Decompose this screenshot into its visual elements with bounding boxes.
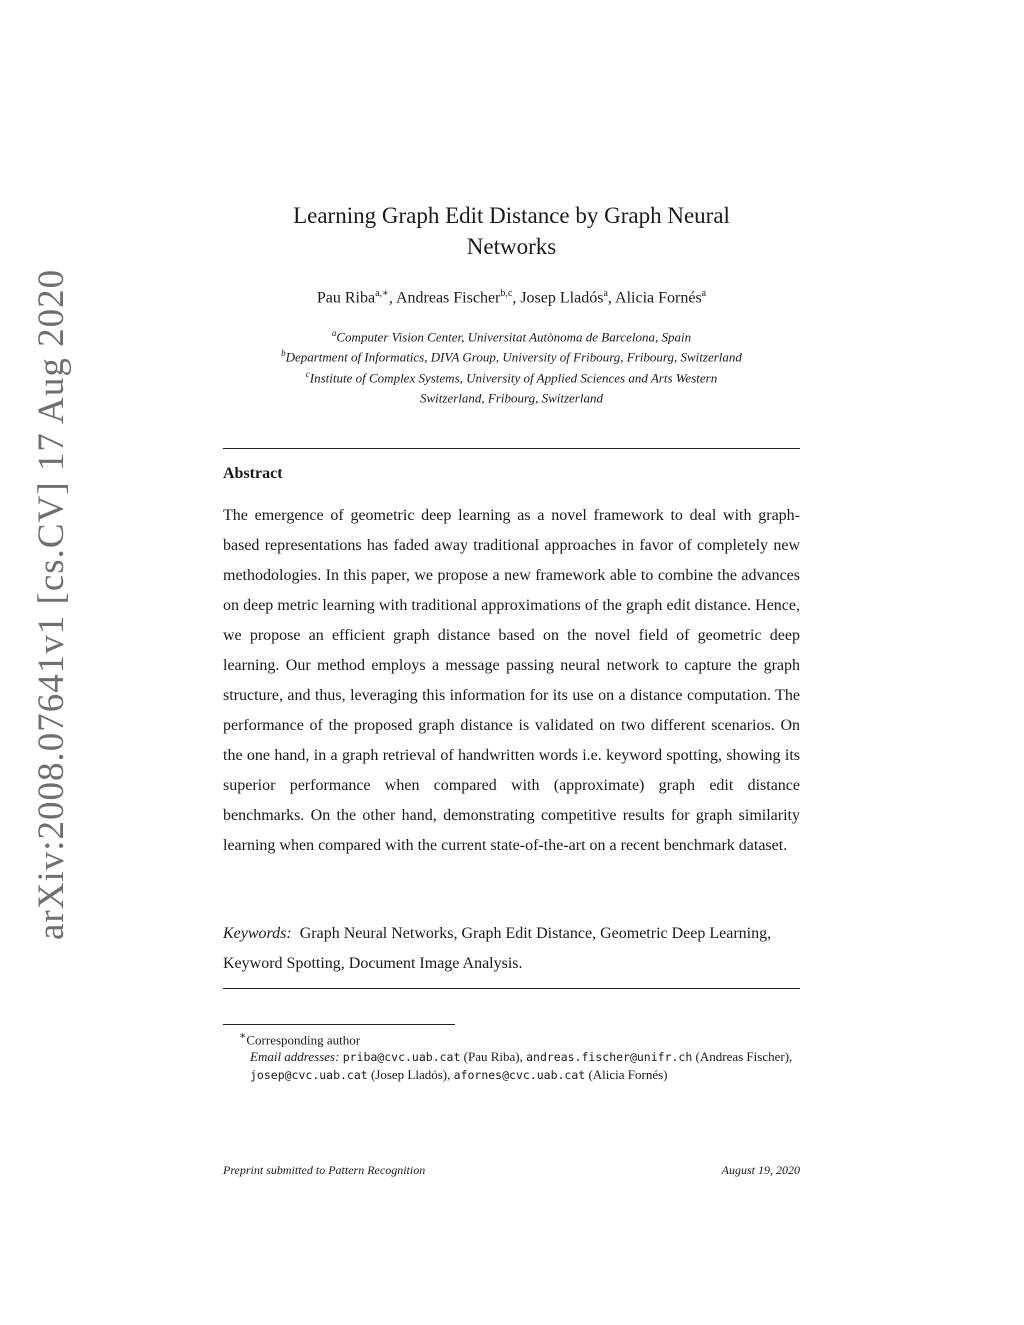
author-name: Alicia Fornés [615, 289, 702, 307]
paper-title [223, 200, 800, 262]
abstract-text: The emergence of geometric deep learning as a novel framework to deal with graph-based representations has faded away traditional approaches in favor of completely new methodologies. In this paper, we propose a new framework able to combine the advances on deep metric learning with traditional approximations of the graph edit distance. Hence, we propose an efficient graph distance based on the novel field of geometric deep learning. Our method employs a message passing neural network to capture the graph structure, and thus, leveraging this information for its use on a distance computation. The performance of the proposed graph distance is validated on two different scenarios. On the one hand, in a graph retrieval of handwritten words i.e. keyword spotting, showing its superior performance when compared with (approximate) graph edit distance benchmarks. On the other hand, demonstrating competitive results for graph similarity learning when compared with the current state-of-the-art on a recent benchmark dataset. [223, 507, 800, 854]
email-link[interactable]: priba@cvc.uab.cat [342, 1050, 461, 1065]
email-link[interactable]: josep@cvc.uab.cat [250, 1068, 368, 1083]
author-name: Pau Riba [316, 289, 376, 307]
title-line-1: Learning Graph Edit Distance by Graph Neural [293, 203, 730, 228]
affiliation-mark: b [281, 348, 286, 359]
author-affil-mark: b,c [500, 288, 513, 299]
email-owner: (Alicia Fornés) [588, 1067, 668, 1083]
corresponding-author-note: ∗Corresponding author [239, 1030, 361, 1048]
affiliation-line: $^a$Computer Vision Center, Universitat Autònoma de Barcelona, Spain [331, 328, 692, 345]
author-separator: , [607, 289, 616, 307]
email-addresses: Email addresses: priba@cvc.uab.cat (Pau Riba), andreas.fischer@unifr.ch (Andreas Fischer), josep@cvc.uab.cat (Josep Lladós), afornes@cvc.uab.cat (Alicia Fornés) [250, 1049, 793, 1083]
author-affil-mark: a,∗ [375, 288, 389, 299]
affiliation-line: Switzerland, Fribourg, Switzerland [420, 390, 603, 406]
author-name: Josep Lladós [520, 289, 604, 307]
email-owner: (Josep Lladós) [370, 1067, 448, 1083]
keywords-text: Graph Neural Networks, Graph Edit Distance, Geometric Deep Learning, Keyword Spotting, Document Image Analysis. [223, 925, 772, 972]
preprint-date: August 19, 2020 [721, 1163, 800, 1177]
abstract-top-rule [223, 448, 800, 449]
affiliation-mark: a [331, 328, 337, 338]
author-name: Andreas Fischer [395, 289, 501, 307]
affiliation-line: $^c$Institute of Complex Systems, University of Applied Sciences and Arts Western [305, 368, 718, 385]
email-link[interactable]: afornes@cvc.uab.cat [453, 1068, 586, 1083]
affiliation-mark: c [305, 368, 310, 379]
preprint-note: Preprint submitted to Pattern Recognition [223, 1163, 426, 1177]
abstract-heading: Abstract [223, 465, 283, 482]
abstract-bottom-rule [223, 988, 800, 989]
affiliation-line: $^b$Department of Informatics, DIVA Group, University of Fribourg, Fribourg, Switzerland [281, 348, 742, 365]
keywords [223, 919, 800, 979]
author-affil-mark: a [603, 288, 608, 299]
author-affil-mark: a [701, 288, 707, 299]
email-owner: (Andreas Fischer) [695, 1049, 790, 1065]
author-separator: , [388, 289, 396, 307]
footnote-rule [223, 1024, 455, 1025]
email-link[interactable]: andreas.fischer@unifr.ch [526, 1050, 693, 1065]
email-owner: (Pau Riba) [463, 1049, 520, 1065]
email-label: Email addresses: [250, 1049, 340, 1065]
author-list [223, 288, 800, 307]
affiliations [223, 325, 800, 406]
author-separator: , [512, 289, 521, 307]
keywords-label: Keywords: [223, 925, 292, 942]
title-line-2: Networks [466, 234, 557, 259]
footnotes [223, 1028, 800, 1084]
arxiv-identifier: arXiv:2008.07641v1 [cs.CV] 17 Aug 2020 [31, 268, 72, 940]
